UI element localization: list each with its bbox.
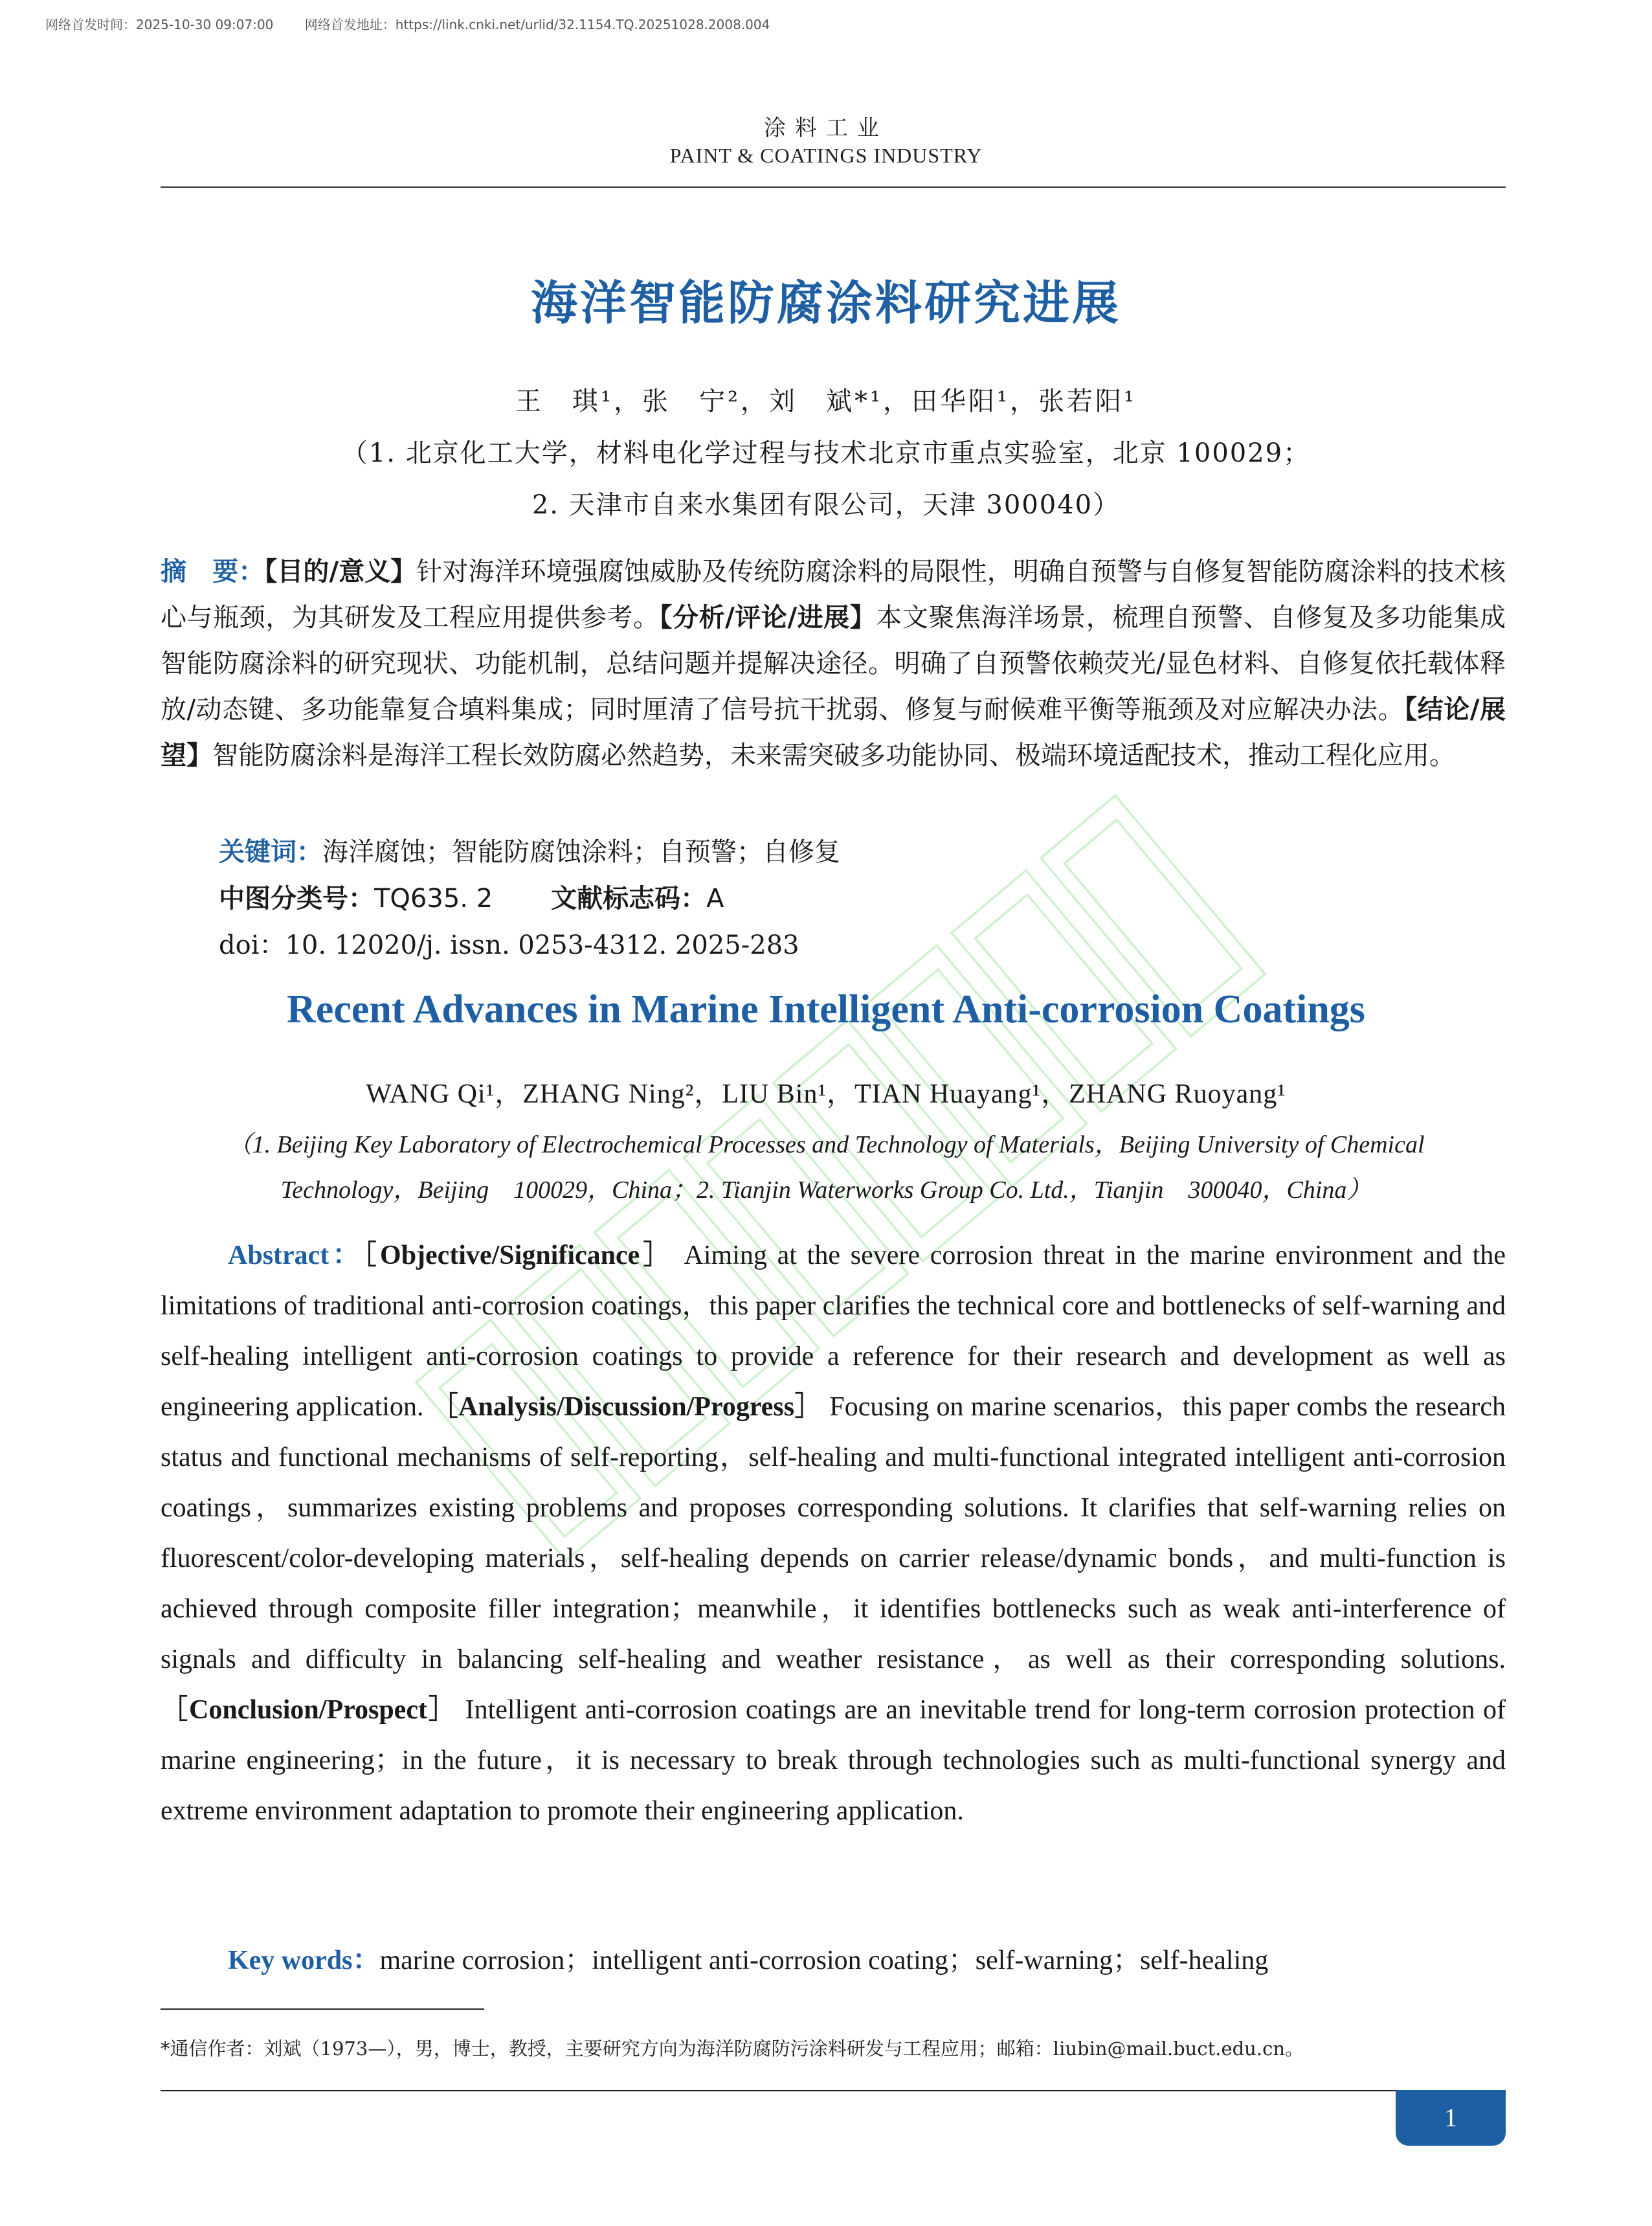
online-publish-time: 网络首发时间：2025-10-30 09:07:00	[45, 17, 274, 32]
header-divider	[161, 186, 1506, 188]
abstract-en-tag-conclusion: ［Conclusion/Prospect］	[161, 1695, 458, 1725]
keywords-cn-label: 关键词：	[219, 837, 322, 867]
journal-name-en: PAINT & COATINGS INDUSTRY	[669, 144, 983, 167]
keywords-en	[228, 1939, 1268, 1977]
keywords-cn-value: 海洋腐蚀；智能防腐蚀涂料；自预警；自修复	[322, 837, 840, 867]
keywords-en-label: Key words：	[228, 1946, 380, 1975]
abstract-en-tag-objective: ［Objective/Significance］	[363, 1241, 674, 1270]
abstract-en-text-objective: Aiming at the severe corrosion threat in the marine environment and the limitations of traditional anti-corrosion coatings，this paper clarifies the technical core and bottlenecks of self-warning and self-healing intelligent anti-corrosion coatings to provide a reference for their research and development as well as engineering application.	[161, 1241, 1506, 1422]
abstract-en	[161, 1230, 1506, 1836]
abstract-cn-tag-analysis: 【分析/评论/进展】	[659, 603, 876, 633]
online-publish-url: 网络首发地址：https://link.cnki.net/urlid/32.1154.TQ.20251028.2008.004	[304, 17, 770, 32]
affiliation-cn-2: 2. 天津市自来水集团有限公司，天津 300040）	[531, 490, 1121, 520]
doc-code-value: A	[706, 884, 724, 914]
keywords-en-value: marine corrosion；intelligent anti-corrosion coating；self-warning；self-healing	[379, 1946, 1269, 1975]
paper-title-cn: 海洋智能防腐涂料研究进展	[530, 276, 1121, 330]
abstract-cn-label: 摘 要：	[161, 557, 265, 587]
abstract-en-label: Abstract：	[228, 1241, 363, 1270]
abstract-cn-tag-objective: 【目的/意义】	[264, 557, 417, 587]
abstract-en-tag-analysis: ［Analysis/Discussion/Progress］	[430, 1392, 823, 1422]
abstract-cn-tag-conclusion: 【结论/展望】	[161, 695, 1506, 770]
abstract-en-text-conclusion: Intelligent anti-corrosion coatings are an inevitable trend for long-term corrosion protection of marine engineering；in the future，it is necessary to break through technologies such as multi-functional synergy and extreme environment adaptation to promote their engineering application.	[161, 1695, 1506, 1826]
affiliation-en-2: Technology，Beijing 100029，China；2. Tianjin Waterworks Group Co. Ltd.，Tianjin 300040，China）	[280, 1176, 1372, 1204]
paper-title-en: Recent Advances in Marine Intelligent Anti-corrosion Coatings	[287, 987, 1365, 1031]
footnote-divider	[161, 2008, 484, 2010]
authors-en: WANG Qi¹，ZHANG Ning²，LIU Bin¹，TIAN Huayang¹，ZHANG Ruoyang¹	[366, 1079, 1286, 1109]
abstract-cn-text-analysis: 本文聚焦海洋场景，梳理自预警、自修复及多功能集成智能防腐涂料的研究现状、功能机制，总结问题并提解决途径。明确了自预警依赖荧光/显色材料、自修复依托载体释放/动态键、多功能靠复合填料集成；同时厘清了信号抗干扰弱、修复与耐候难平衡等瓶颈及对应解决办法。	[161, 603, 1506, 725]
page-number: 1	[1396, 2090, 1506, 2146]
clc-label: 中图分类号：	[219, 884, 374, 914]
keywords-cn	[219, 831, 840, 868]
abstract-cn	[161, 549, 1506, 779]
affiliation-cn-1: （1. 北京化工大学，材料电化学过程与技术北京市重点实验室，北京 100029；	[341, 438, 1311, 468]
doi: doi：10. 12020/j. issn. 0253-4312. 2025-283	[219, 930, 799, 960]
online-publish-info	[45, 14, 797, 33]
clc-value: TQ635. 2	[374, 884, 493, 914]
abstract-cn-text-objective: 针对海洋环境强腐蚀威胁及传统防腐涂料的局限性，明确自预警与自修复智能防腐涂料的技术核心与瓶颈，为其研发及工程应用提供参考。	[161, 557, 1506, 633]
affiliation-en-1: （1. Beijing Key Laboratory of Electrochemical Processes and Technology of Materials，Beijing University of Chemical	[227, 1131, 1425, 1158]
classification-line	[219, 878, 724, 915]
journal-name-cn: 涂料工业	[764, 115, 888, 141]
abstract-cn-text-conclusion: 智能防腐涂料是海洋工程长效防腐必然趋势，未来需突破多功能协同、极端环境适配技术，推动工程化应用。	[212, 741, 1455, 770]
authors-cn: 王 琪¹，张 宁²，刘 斌*¹，田华阳¹，张若阳¹	[515, 387, 1137, 416]
doc-code-label: 文献标志码：	[551, 884, 707, 914]
footer-divider	[161, 2090, 1506, 2091]
corresponding-author-footnote: *通信作者：刘斌（1973—），男，博士，教授，主要研究方向为海洋防腐防污涂料研发与工程应用；邮箱：liubin@mail.buct.edu.cn。	[161, 2038, 1304, 2060]
abstract-en-text-analysis: Focusing on marine scenarios，this paper combs the research status and functional mechanisms of self-reporting，self-healing and multi-functional integrated intelligent anti-corrosion coatings，summarizes existing problems and proposes corresponding solutions. It clarifies that self-warning relies on fluorescent/color-developing materials，self-healing depends on carrier release/dynamic bonds，and multi-function is achieved through composite filler integration；meanwhile，it identifies bottlenecks such as weak anti-interference of signals and difficulty in balancing self-healing and weather resistance，as well as their corresponding solutions.	[161, 1392, 1506, 1674]
